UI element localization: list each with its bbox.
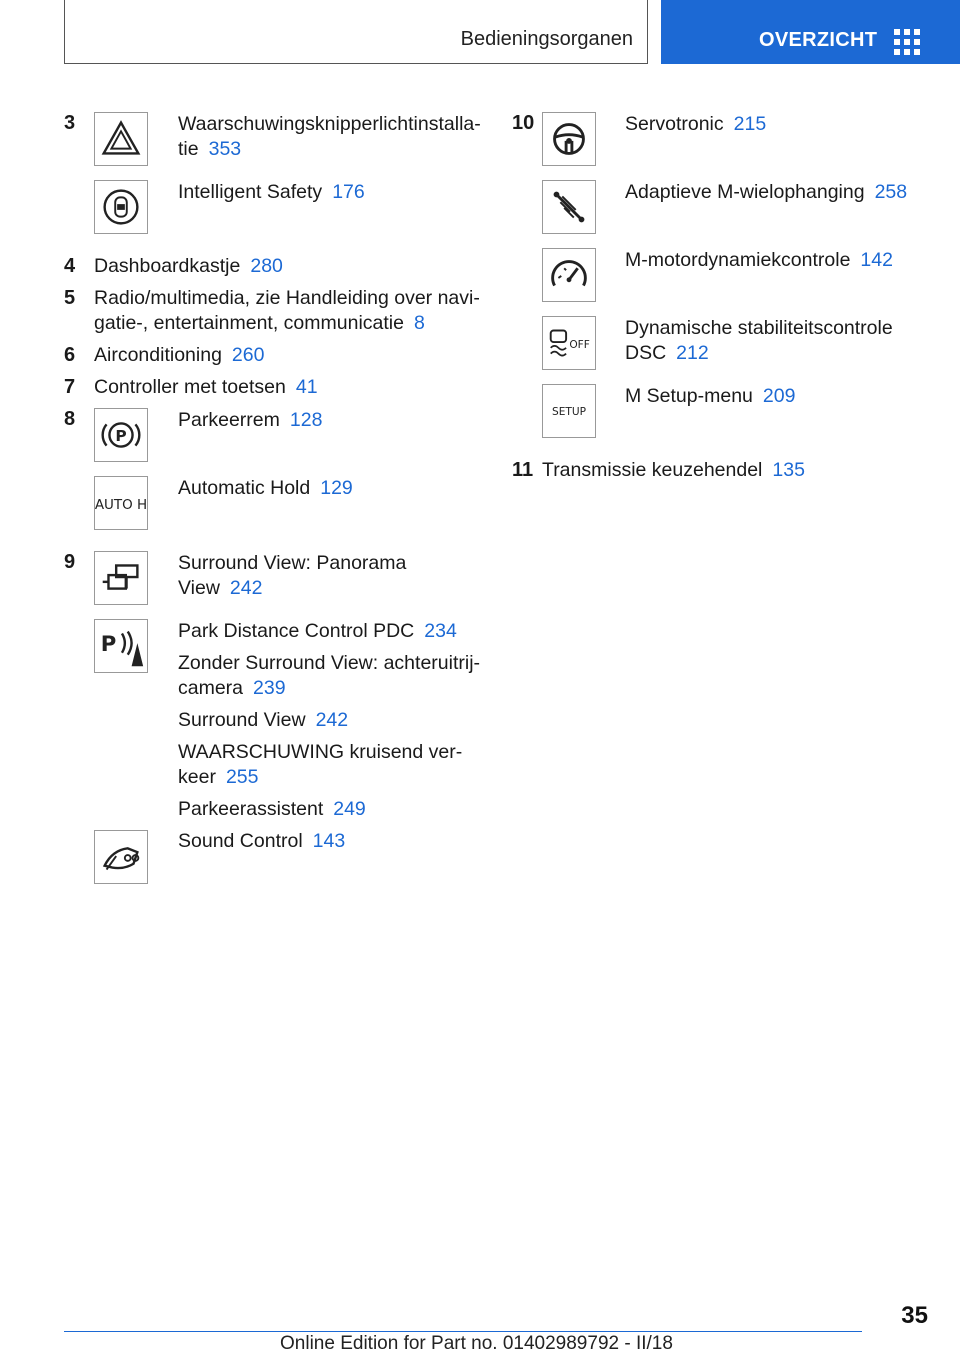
motor-entry xyxy=(625,248,893,273)
pdc-page-ref[interactable]: 234 xyxy=(424,620,457,642)
setup-label: SETUP xyxy=(552,405,586,418)
hazard-entry xyxy=(178,112,481,162)
motor-text: M-motordynamiekcontrole xyxy=(625,249,851,271)
cam-page-ref[interactable]: 239 xyxy=(253,677,286,699)
sv-page-ref[interactable]: 242 xyxy=(229,577,263,599)
safety-entry xyxy=(178,180,365,205)
sound-text: Sound Control xyxy=(178,830,303,852)
motor-dynamics-gauge-icon xyxy=(542,248,596,302)
item-6-page-ref[interactable]: 260 xyxy=(231,344,265,366)
item-5-entry xyxy=(94,286,484,336)
safety-page-ref[interactable]: 176 xyxy=(332,181,365,203)
pa-entry xyxy=(178,797,366,822)
dsc-off-label: OFF xyxy=(569,338,590,351)
susp-page-ref[interactable]: 258 xyxy=(874,181,908,203)
auto-hold-label: AUTO H xyxy=(95,496,147,513)
dsc-entry xyxy=(625,316,893,366)
warn-page-ref[interactable]: 255 xyxy=(225,766,259,788)
item-4-text: Dashboardkastje xyxy=(94,255,241,277)
sv2-entry xyxy=(178,708,348,733)
pa-text: Parkeerassistent xyxy=(178,798,324,820)
sound-control-icon xyxy=(94,830,148,884)
surround-view-icon xyxy=(94,551,148,605)
servo-entry xyxy=(625,112,766,137)
item-number-3: 3 xyxy=(64,112,76,134)
item-number-7: 7 xyxy=(64,376,76,398)
warn-text-2: keer xyxy=(178,766,216,788)
sv-text: Surround View: Panorama xyxy=(178,552,407,574)
grid-menu-icon xyxy=(894,29,920,55)
intelligent-safety-icon xyxy=(94,180,148,234)
dsc-text-2: DSC xyxy=(625,342,667,364)
setup-page-ref[interactable]: 209 xyxy=(762,385,796,407)
cam-text-2: camera xyxy=(178,677,244,699)
item-11-text: Transmissie keuzehendel xyxy=(542,459,763,481)
cam-entry xyxy=(178,651,480,701)
auto-hold-icon xyxy=(94,476,148,530)
hazard-text-2: tie xyxy=(178,138,199,160)
sv-entry xyxy=(178,551,406,601)
setup-text: M Setup-menu xyxy=(625,385,753,407)
item-6-entry xyxy=(94,343,264,368)
item-4-page-ref[interactable]: 280 xyxy=(250,255,283,277)
header-section-title: Bedieningsorganen xyxy=(460,28,633,50)
item-number-4: 4 xyxy=(64,255,76,277)
item-number-9: 9 xyxy=(64,551,76,573)
item-5-text: Radio/multimedia, zie Handleiding over navi- xyxy=(94,287,480,309)
servotronic-steering-icon xyxy=(542,112,596,166)
pa-page-ref[interactable]: 249 xyxy=(333,798,366,820)
header-section-box xyxy=(64,0,648,64)
sv2-page-ref[interactable]: 242 xyxy=(315,709,349,731)
sound-page-ref[interactable]: 143 xyxy=(312,830,346,852)
susp-text: Adaptieve M-wielophanging xyxy=(625,181,865,203)
item-number-10: 10 xyxy=(512,112,535,134)
setup-entry xyxy=(625,384,795,409)
footer-divider xyxy=(64,1331,862,1332)
park-entry xyxy=(178,408,322,433)
item-6-text: Airconditioning xyxy=(94,344,222,366)
hazard-page-ref[interactable]: 353 xyxy=(208,138,242,160)
pdc-text: Park Distance Control PDC xyxy=(178,620,415,642)
svg-text:P: P xyxy=(115,426,127,445)
autoh-text: Automatic Hold xyxy=(178,477,311,499)
item-11-entry xyxy=(542,458,805,483)
item-7-entry xyxy=(94,375,318,400)
page-number: 35 xyxy=(901,1302,928,1329)
item-11-page-ref[interactable]: 135 xyxy=(772,459,805,481)
item-number-8: 8 xyxy=(64,408,76,430)
servo-page-ref[interactable]: 215 xyxy=(733,113,767,135)
warn-entry xyxy=(178,740,462,790)
parking-brake-icon xyxy=(94,408,148,462)
item-number-11: 11 xyxy=(512,459,534,481)
dsc-off-icon xyxy=(542,316,596,370)
item-7-page-ref[interactable]: 41 xyxy=(295,376,318,398)
park-page-ref[interactable]: 128 xyxy=(289,409,323,431)
item-number-6: 6 xyxy=(64,344,76,366)
sound-entry xyxy=(178,829,345,854)
park-distance-control-icon xyxy=(94,619,148,673)
susp-entry xyxy=(625,180,907,205)
adaptive-suspension-icon xyxy=(542,180,596,234)
item-7-text: Controller met toetsen xyxy=(94,376,286,398)
sv2-text: Surround View xyxy=(178,709,306,731)
dsc-text: Dynamische stabiliteitscontrole xyxy=(625,317,893,339)
motor-page-ref[interactable]: 142 xyxy=(860,249,893,271)
pdc-entry xyxy=(178,619,457,644)
cam-text: Zonder Surround View: achteruitrij- xyxy=(178,652,481,674)
hazard-text: Waarschuwingsknipperlichtinstalla- xyxy=(178,113,481,135)
autoh-entry xyxy=(178,476,353,501)
svg-text:P: P xyxy=(100,630,117,656)
safety-text: Intelligent Safety xyxy=(178,181,323,203)
park-text: Parkeerrem xyxy=(178,409,280,431)
warn-text: WAARSCHUWING kruisend ver- xyxy=(178,741,463,763)
item-5-text-2: gatie-, entertainment, communicatie xyxy=(94,312,404,334)
dsc-page-ref[interactable]: 212 xyxy=(676,342,709,364)
item-5-page-ref[interactable]: 8 xyxy=(413,312,425,334)
servo-text: Servotronic xyxy=(625,113,724,135)
header-chapter-title: OVERZICHT xyxy=(759,29,878,51)
sv-text-2: View xyxy=(178,577,220,599)
autoh-page-ref[interactable]: 129 xyxy=(320,477,353,499)
header-chapter-tab[interactable] xyxy=(661,0,960,64)
footer-edition: Online Edition for Part no. 01402989792 - II/18 xyxy=(280,1333,673,1354)
item-4-entry xyxy=(94,254,283,279)
hazard-warning-icon xyxy=(94,112,148,166)
item-number-5: 5 xyxy=(64,287,76,309)
setup-button-icon xyxy=(542,384,596,438)
